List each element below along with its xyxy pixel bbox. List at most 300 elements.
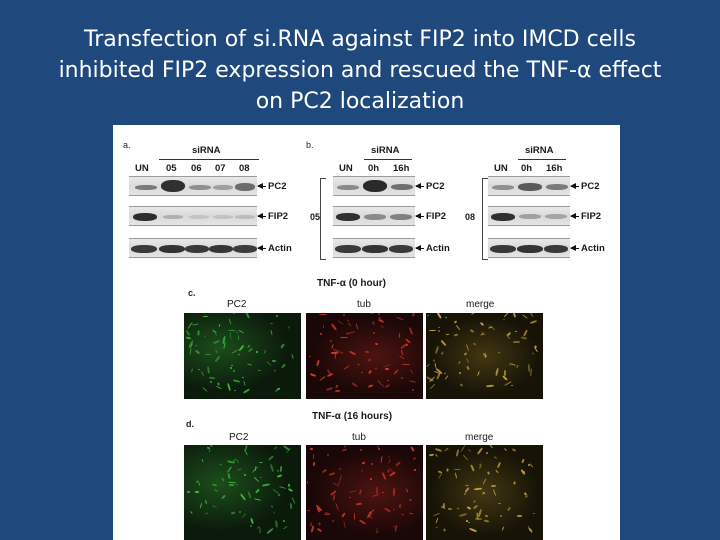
fluorescence-speck bbox=[229, 484, 234, 486]
fluorescence-speck bbox=[280, 343, 285, 348]
fluorescence-speck bbox=[441, 352, 443, 354]
fluorescence-speck bbox=[195, 345, 197, 347]
blot-band bbox=[135, 185, 157, 190]
fluorescence-speck bbox=[375, 343, 378, 346]
blot-band bbox=[390, 214, 412, 220]
panel-b-group-05-actin-blot bbox=[333, 238, 415, 258]
blot-band bbox=[163, 215, 183, 219]
fluorescence-speck bbox=[467, 506, 471, 510]
fluorescence-speck bbox=[326, 387, 333, 391]
fluorescence-speck bbox=[213, 329, 218, 337]
blot-band bbox=[364, 214, 386, 220]
fluorescence-speck bbox=[469, 528, 477, 533]
fluorescence-speck bbox=[493, 489, 496, 496]
fluorescence-speck bbox=[509, 363, 510, 365]
panel-b-group-05-fip2-blot bbox=[333, 206, 415, 226]
fluorescence-speck bbox=[310, 373, 316, 377]
fluorescence-speck bbox=[399, 333, 401, 338]
fluorescence-speck bbox=[307, 481, 308, 484]
fluorescence-speck bbox=[429, 330, 436, 331]
fluorescence-speck bbox=[448, 508, 452, 511]
fluorescence-speck bbox=[342, 448, 347, 451]
fluorescence-speck bbox=[399, 504, 402, 508]
fluorescence-speck bbox=[227, 383, 231, 391]
fluorescence-speck bbox=[384, 507, 391, 512]
blot-band bbox=[213, 185, 233, 190]
band-arrow bbox=[258, 216, 266, 217]
fluorescence-speck bbox=[463, 455, 468, 461]
blot-band bbox=[544, 245, 568, 253]
blot-band bbox=[161, 180, 185, 192]
fluorescence-speck bbox=[373, 332, 375, 334]
fluorescence-speck bbox=[498, 503, 501, 504]
channel-label: tub bbox=[352, 432, 366, 443]
blot-band bbox=[133, 213, 157, 221]
fluorescence-speck bbox=[473, 342, 477, 345]
fluorescence-speck bbox=[446, 468, 448, 471]
panel-a-fip2-blot bbox=[129, 206, 257, 226]
fluorescence-speck bbox=[233, 370, 235, 372]
fluorescence-speck bbox=[339, 468, 342, 471]
micrograph-merge-0h bbox=[426, 313, 543, 399]
blot-band bbox=[159, 245, 185, 253]
fluorescence-speck bbox=[528, 313, 533, 317]
blot-band bbox=[189, 215, 209, 219]
fluorescence-speck bbox=[235, 483, 238, 486]
fluorescence-speck bbox=[197, 481, 200, 487]
fluorescence-speck bbox=[359, 519, 366, 524]
fluorescence-speck bbox=[349, 351, 356, 356]
fluorescence-speck bbox=[349, 490, 356, 493]
blot-band bbox=[517, 245, 543, 253]
panel-a-header-rule bbox=[159, 159, 259, 160]
fluorescence-speck bbox=[413, 457, 416, 459]
fluorescence-speck bbox=[371, 463, 374, 466]
channel-label: PC2 bbox=[227, 299, 247, 310]
fluorescence-speck bbox=[445, 375, 449, 380]
fluorescence-speck bbox=[250, 518, 254, 524]
fluorescence-speck bbox=[203, 316, 208, 318]
fluorescence-speck bbox=[257, 526, 260, 529]
fluorescence-speck bbox=[283, 520, 285, 522]
fluorescence-speck bbox=[200, 502, 203, 508]
fluorescence-speck bbox=[486, 385, 494, 388]
fluorescence-speck bbox=[319, 314, 327, 316]
fluorescence-speck bbox=[515, 331, 517, 333]
fluorescence-speck bbox=[219, 464, 222, 466]
fluorescence-speck bbox=[245, 313, 250, 319]
fluorescence-speck bbox=[313, 454, 314, 459]
blot-band bbox=[336, 213, 360, 221]
group-bracket bbox=[320, 178, 326, 260]
fluorescence-speck bbox=[343, 521, 345, 528]
fluorescence-speck bbox=[460, 445, 465, 452]
fluorescence-speck bbox=[288, 326, 289, 328]
fluorescence-speck bbox=[372, 321, 374, 324]
fluorescence-speck bbox=[229, 332, 231, 339]
fluorescence-speck bbox=[320, 333, 323, 336]
fluorescence-speck bbox=[485, 515, 488, 518]
fluorescence-speck bbox=[511, 385, 513, 386]
fluorescence-speck bbox=[361, 469, 362, 471]
lane-label: 06 bbox=[191, 163, 202, 174]
fluorescence-speck bbox=[346, 332, 349, 334]
fluorescence-speck bbox=[409, 380, 416, 382]
fluorescence-speck bbox=[435, 454, 438, 457]
fluorescence-speck bbox=[385, 384, 390, 388]
blot-band bbox=[189, 185, 211, 190]
panel-b-sirna-header: siRNA bbox=[525, 145, 554, 156]
fluorescence-speck bbox=[281, 363, 286, 368]
fluorescence-speck bbox=[454, 333, 458, 336]
fluorescence-speck bbox=[271, 505, 273, 507]
fluorescence-speck bbox=[498, 351, 500, 353]
fluorescence-speck bbox=[252, 466, 258, 473]
lane-label: 16h bbox=[393, 163, 410, 174]
fluorescence-speck bbox=[504, 448, 507, 451]
fluorescence-speck bbox=[464, 487, 469, 493]
fluorescence-speck bbox=[264, 349, 266, 353]
fluorescence-speck bbox=[470, 464, 475, 471]
fluorescence-speck bbox=[502, 526, 505, 530]
fluorescence-speck bbox=[238, 335, 239, 340]
fluorescence-speck bbox=[513, 341, 520, 343]
fluorescence-speck bbox=[497, 462, 502, 468]
fluorescence-speck bbox=[316, 360, 320, 366]
fluorescence-speck bbox=[487, 471, 490, 475]
fluorescence-speck bbox=[504, 370, 506, 376]
fluorescence-speck bbox=[456, 325, 461, 330]
fluorescence-speck bbox=[406, 488, 408, 492]
panel-d-condition: TNF-α (16 hours) bbox=[312, 411, 393, 422]
fluorescence-speck bbox=[436, 313, 442, 319]
fluorescence-speck bbox=[229, 318, 232, 324]
fluorescence-speck bbox=[244, 474, 246, 476]
panel-a-sirna-header: siRNA bbox=[192, 145, 221, 156]
fluorescence-speck bbox=[207, 366, 210, 373]
blot-band bbox=[519, 214, 541, 219]
fluorescence-speck bbox=[412, 313, 415, 317]
fluorescence-speck bbox=[520, 469, 525, 475]
fluorescence-speck bbox=[339, 475, 342, 482]
fluorescence-speck bbox=[516, 365, 518, 368]
fluorescence-speck bbox=[250, 525, 253, 528]
blot-band bbox=[363, 180, 387, 192]
fluorescence-speck bbox=[329, 472, 335, 476]
fluorescence-speck bbox=[244, 445, 248, 451]
fluorescence-speck bbox=[247, 491, 251, 498]
fluorescence-speck bbox=[477, 371, 480, 376]
lane-label: UN bbox=[339, 163, 353, 174]
fluorescence-speck bbox=[446, 334, 449, 335]
slide-title bbox=[0, 24, 720, 117]
micrograph-merge-16h bbox=[426, 445, 543, 540]
fluorescence-speck bbox=[522, 314, 527, 318]
band-label: FIP2 bbox=[581, 211, 602, 222]
panel-c-letter: c. bbox=[188, 288, 196, 298]
fluorescence-speck bbox=[356, 503, 362, 506]
fluorescence-speck bbox=[278, 494, 281, 497]
fluorescence-speck bbox=[362, 461, 366, 464]
fluorescence-speck bbox=[500, 515, 502, 517]
fluorescence-speck bbox=[410, 369, 414, 374]
band-arrow bbox=[258, 186, 266, 187]
fluorescence-speck bbox=[382, 492, 384, 493]
fluorescence-speck bbox=[230, 367, 232, 369]
fluorescence-speck bbox=[235, 458, 239, 463]
fluorescence-speck bbox=[455, 472, 457, 478]
fluorescence-speck bbox=[372, 494, 379, 497]
fluorescence-speck bbox=[275, 446, 276, 448]
fluorescence-speck bbox=[513, 313, 516, 318]
fluorescence-speck bbox=[454, 320, 458, 323]
panel-b-group-05-pc2-blot bbox=[333, 176, 415, 196]
fluorescence-speck bbox=[380, 325, 384, 328]
fluorescence-speck bbox=[443, 528, 446, 532]
lane-label: UN bbox=[494, 163, 508, 174]
fluorescence-speck bbox=[335, 503, 339, 511]
fluorescence-speck bbox=[444, 372, 446, 374]
fluorescence-speck bbox=[354, 513, 355, 520]
fluorescence-speck bbox=[279, 486, 286, 489]
fluorescence-speck bbox=[236, 331, 237, 333]
fluorescence-speck bbox=[227, 473, 230, 479]
fluorescence-speck bbox=[370, 313, 374, 314]
fluorescence-speck bbox=[435, 346, 439, 354]
band-arrow bbox=[571, 186, 579, 187]
fluorescence-speck bbox=[438, 327, 440, 328]
lane-label: 07 bbox=[215, 163, 226, 174]
fluorescence-speck bbox=[412, 389, 414, 391]
fluorescence-speck bbox=[277, 474, 282, 478]
fluorescence-speck bbox=[205, 500, 208, 504]
fluorescence-speck bbox=[530, 320, 537, 324]
blot-band bbox=[209, 245, 233, 253]
channel-label: merge bbox=[465, 432, 494, 443]
channel-label: PC2 bbox=[229, 432, 249, 443]
panel-b-header-rule bbox=[518, 159, 566, 160]
panel-b-group-08-fip2-blot bbox=[488, 206, 570, 226]
fluorescence-speck bbox=[238, 330, 244, 334]
fluorescence-speck bbox=[337, 320, 343, 325]
fluorescence-speck bbox=[254, 498, 261, 501]
fluorescence-speck bbox=[466, 358, 469, 363]
band-arrow bbox=[258, 248, 266, 249]
fluorescence-speck bbox=[388, 455, 390, 457]
fluorescence-speck bbox=[186, 330, 191, 336]
fluorescence-speck bbox=[494, 456, 497, 458]
fluorescence-speck bbox=[307, 510, 310, 512]
fluorescence-speck bbox=[517, 515, 522, 517]
blot-band bbox=[389, 245, 413, 253]
fluorescence-speck bbox=[513, 481, 516, 484]
fluorescence-speck bbox=[454, 469, 461, 470]
fluorescence-speck bbox=[340, 337, 348, 338]
blot-band bbox=[545, 214, 567, 219]
fluorescence-speck bbox=[399, 356, 405, 360]
fluorescence-speck bbox=[266, 528, 273, 535]
fluorescence-speck bbox=[479, 466, 481, 468]
fluorescence-speck bbox=[393, 508, 394, 510]
fluorescence-speck bbox=[243, 388, 250, 393]
fluorescence-speck bbox=[385, 368, 389, 370]
fluorescence-speck bbox=[270, 323, 273, 324]
blot-band bbox=[235, 183, 255, 191]
lane-label: 05 bbox=[166, 163, 177, 174]
blot-band bbox=[362, 245, 388, 253]
fluorescence-speck bbox=[259, 527, 260, 533]
fluorescence-speck bbox=[375, 367, 377, 369]
fluorescence-speck bbox=[276, 315, 279, 318]
fluorescence-speck bbox=[323, 325, 324, 328]
fluorescence-speck bbox=[495, 368, 499, 376]
fluorescence-speck bbox=[387, 469, 389, 472]
fluorescence-speck bbox=[368, 358, 371, 362]
fluorescence-speck bbox=[480, 333, 486, 335]
blot-band bbox=[213, 215, 233, 219]
fluorescence-speck bbox=[212, 505, 217, 508]
fluorescence-speck bbox=[466, 366, 470, 370]
fluorescence-speck bbox=[254, 477, 260, 483]
fluorescence-speck bbox=[197, 330, 199, 335]
fluorescence-speck bbox=[433, 513, 440, 516]
fluorescence-speck bbox=[274, 369, 275, 371]
fluorescence-speck bbox=[460, 383, 463, 387]
micrograph-pc2-16h bbox=[184, 445, 301, 540]
fluorescence-speck bbox=[311, 525, 315, 532]
fluorescence-speck bbox=[275, 520, 278, 527]
fluorescence-speck bbox=[532, 352, 534, 354]
fluorescence-speck bbox=[341, 512, 345, 517]
fluorescence-speck bbox=[233, 313, 235, 314]
channel-label: tub bbox=[357, 299, 371, 310]
fluorescence-speck bbox=[510, 363, 516, 366]
fluorescence-speck bbox=[370, 478, 373, 481]
fluorescence-speck bbox=[239, 511, 242, 514]
fluorescence-speck bbox=[248, 348, 253, 353]
fluorescence-speck bbox=[530, 368, 532, 376]
band-label: PC2 bbox=[268, 181, 287, 192]
fluorescence-speck bbox=[464, 493, 466, 495]
band-label: Actin bbox=[581, 243, 605, 254]
fluorescence-speck bbox=[347, 319, 349, 321]
fluorescence-speck bbox=[409, 499, 412, 501]
band-label: Actin bbox=[268, 243, 292, 254]
lane-label: 0h bbox=[368, 163, 380, 174]
fluorescence-speck bbox=[395, 461, 401, 466]
fluorescence-speck bbox=[331, 323, 337, 331]
fluorescence-speck bbox=[205, 354, 211, 355]
fluorescence-speck bbox=[218, 324, 220, 327]
fluorescence-speck bbox=[521, 459, 524, 463]
slide-title-line: on PC2 localization bbox=[255, 89, 465, 114]
fluorescence-speck bbox=[388, 459, 391, 464]
fluorescence-speck bbox=[356, 323, 359, 329]
band-label: Actin bbox=[426, 243, 450, 254]
fluorescence-speck bbox=[191, 368, 193, 372]
fluorescence-speck bbox=[217, 382, 220, 385]
blot-band bbox=[185, 245, 209, 253]
fluorescence-speck bbox=[186, 337, 191, 340]
fluorescence-speck bbox=[213, 340, 220, 344]
fluorescence-speck bbox=[368, 370, 372, 374]
fluorescence-speck bbox=[341, 352, 344, 355]
blot-band bbox=[492, 185, 514, 190]
micrograph-pc2-0h bbox=[184, 313, 301, 399]
fluorescence-speck bbox=[266, 361, 271, 366]
fluorescence-speck bbox=[502, 375, 508, 381]
fluorescence-speck bbox=[335, 390, 340, 392]
fluorescence-speck bbox=[368, 384, 373, 388]
fluorescence-speck bbox=[260, 477, 262, 478]
fluorescence-speck bbox=[387, 380, 389, 381]
figure-image bbox=[113, 125, 620, 540]
lane-label: 08 bbox=[239, 163, 250, 174]
band-label: FIP2 bbox=[426, 211, 447, 222]
fluorescence-speck bbox=[459, 513, 467, 517]
fluorescence-speck bbox=[466, 344, 469, 351]
fluorescence-speck bbox=[444, 448, 448, 452]
fluorescence-speck bbox=[352, 383, 358, 388]
fluorescence-speck bbox=[187, 322, 192, 329]
fluorescence-speck bbox=[216, 386, 222, 389]
fluorescence-speck bbox=[262, 483, 270, 486]
fluorescence-speck bbox=[435, 518, 438, 524]
band-label: PC2 bbox=[426, 181, 445, 192]
fluorescence-speck bbox=[322, 469, 327, 474]
fluorescence-speck bbox=[427, 314, 429, 316]
blot-band bbox=[235, 215, 255, 219]
band-arrow bbox=[416, 248, 424, 249]
fluorescence-speck bbox=[242, 377, 244, 379]
fluorescence-speck bbox=[401, 349, 404, 355]
fluorescence-speck bbox=[256, 351, 259, 354]
fluorescence-speck bbox=[474, 488, 482, 491]
fluorescence-speck bbox=[310, 448, 313, 450]
fluorescence-speck bbox=[291, 354, 294, 359]
fluorescence-speck bbox=[290, 503, 293, 509]
panel-a-letter: a. bbox=[123, 140, 131, 150]
fluorescence-speck bbox=[347, 322, 351, 326]
fluorescence-speck bbox=[317, 528, 322, 533]
fluorescence-speck bbox=[215, 349, 218, 354]
panel-b-sirna-header: siRNA bbox=[371, 145, 400, 156]
fluorescence-speck bbox=[393, 488, 395, 496]
blot-band bbox=[131, 245, 157, 253]
fluorescence-speck bbox=[242, 513, 247, 518]
fluorescence-speck bbox=[273, 511, 275, 513]
fluorescence-speck bbox=[349, 497, 351, 498]
fluorescence-speck bbox=[318, 522, 321, 526]
fluorescence-speck bbox=[333, 494, 335, 500]
fluorescence-speck bbox=[335, 387, 337, 389]
fluorescence-speck bbox=[227, 466, 232, 472]
blot-band bbox=[518, 183, 542, 191]
fluorescence-speck bbox=[240, 493, 246, 501]
fluorescence-speck bbox=[209, 377, 215, 380]
micrograph-tub-0h bbox=[306, 313, 423, 399]
band-arrow bbox=[571, 216, 579, 217]
fluorescence-speck bbox=[214, 489, 218, 491]
band-arrow bbox=[571, 248, 579, 249]
fluorescence-speck bbox=[234, 390, 236, 392]
band-arrow bbox=[416, 186, 424, 187]
fluorescence-speck bbox=[190, 348, 192, 355]
fluorescence-speck bbox=[365, 351, 369, 354]
fluorescence-speck bbox=[468, 522, 470, 524]
fluorescence-speck bbox=[533, 513, 535, 514]
fluorescence-speck bbox=[512, 448, 516, 452]
